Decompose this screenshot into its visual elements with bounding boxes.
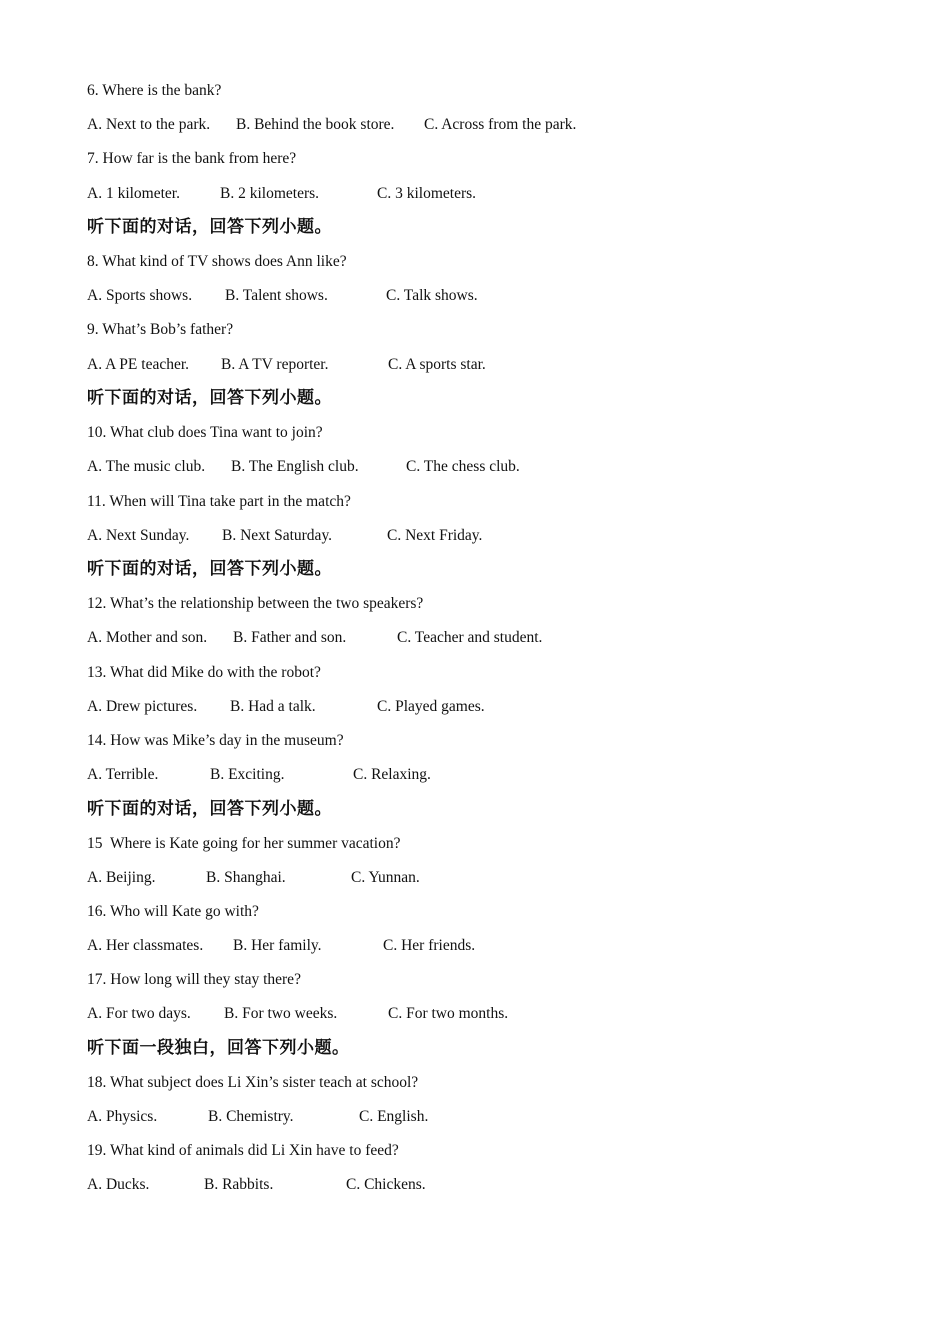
option-b: B. A TV reporter. [221,356,329,373]
option-a: A. Drew pictures. [87,698,198,715]
question-7: 7. How far is the bank from here? [87,150,297,167]
section-heading: 听下面的对话，回答下列小题。 [87,799,332,819]
options-12 [87,628,543,648]
question-12: 12. What’s the relationship between the two speakers? [87,595,424,612]
option-b: B. Rabbits. [204,1176,274,1193]
option-c: C. Her friends. [383,937,476,954]
options-13 [87,697,485,717]
option-c: C. Chickens. [346,1176,426,1193]
option-a: A. Mother and son. [87,629,208,646]
option-c: C. Played games. [377,698,485,715]
option-c: C. Talk shows. [386,287,478,304]
question-16: 16. Who will Kate go with? [87,903,259,920]
options-18 [87,1107,429,1127]
option-c: C. Across from the park. [424,116,577,133]
question-10: 10. What club does Tina want to join? [87,424,323,441]
option-b: B. Exciting. [210,766,285,783]
options-17 [87,1004,509,1024]
question-8: 8. What kind of TV shows does Ann like? [87,253,347,270]
question-9: 9. What’s Bob’s father? [87,321,234,338]
options-14 [87,765,431,785]
option-c: C. Relaxing. [353,766,431,783]
section-heading: 听下面的对话，回答下列小题。 [87,217,332,237]
option-b: B. For two weeks. [224,1005,338,1022]
question-13: 13. What did Mike do with the robot? [87,664,321,681]
options-8 [87,286,478,306]
option-a: A. A PE teacher. [87,356,190,373]
question-15: 15 Where is Kate going for her summer vacation? [87,835,401,852]
option-c: C. 3 kilometers. [377,185,477,202]
option-c: C. English. [359,1108,429,1125]
options-16 [87,936,476,956]
options-7 [87,184,477,204]
option-c: C. Teacher and student. [397,629,543,646]
option-b: B. Chemistry. [208,1108,294,1125]
section-heading: 听下面一段独白，回答下列小题。 [87,1038,350,1058]
question-17: 17. How long will they stay there? [87,971,301,988]
options-15 [87,868,420,888]
option-b: B. Shanghai. [206,869,286,886]
option-b: B. Had a talk. [230,698,316,715]
options-6 [87,115,577,135]
option-a: A. Ducks. [87,1176,150,1193]
option-a: A. Next Sunday. [87,527,190,544]
option-c: C. Yunnan. [351,869,420,886]
options-11 [87,526,483,546]
option-b: B. Talent shows. [225,287,328,304]
question-6: 6. Where is the bank? [87,82,222,99]
option-b: B. Father and son. [233,629,347,646]
option-a: A. For two days. [87,1005,191,1022]
option-c: C. The chess club. [406,458,520,475]
question-18: 18. What subject does Li Xin’s sister teach at school? [87,1074,419,1091]
option-c: C. Next Friday. [387,527,483,544]
option-b: B. Next Saturday. [222,527,333,544]
options-9 [87,355,486,375]
option-b: B. The English club. [231,458,359,475]
options-19 [87,1175,426,1195]
question-11: 11. When will Tina take part in the match? [87,493,351,510]
option-a: A. The music club. [87,458,206,475]
option-a: A. Next to the park. [87,116,211,133]
option-b: B. Her family. [233,937,322,954]
option-a: A. Terrible. [87,766,159,783]
options-10 [87,457,520,477]
option-b: B. Behind the book store. [236,116,395,133]
option-b: B. 2 kilometers. [220,185,320,202]
option-a: A. 1 kilometer. [87,185,180,202]
option-a: A. Physics. [87,1108,158,1125]
option-c: C. For two months. [388,1005,509,1022]
option-c: C. A sports star. [388,356,486,373]
question-19: 19. What kind of animals did Li Xin have to feed? [87,1142,399,1159]
option-a: A. Her classmates. [87,937,204,954]
question-14: 14. How was Mike’s day in the museum? [87,732,344,749]
section-heading: 听下面的对话，回答下列小题。 [87,388,332,408]
option-a: A. Beijing. [87,869,156,886]
section-heading: 听下面的对话，回答下列小题。 [87,559,332,579]
option-a: A. Sports shows. [87,287,193,304]
